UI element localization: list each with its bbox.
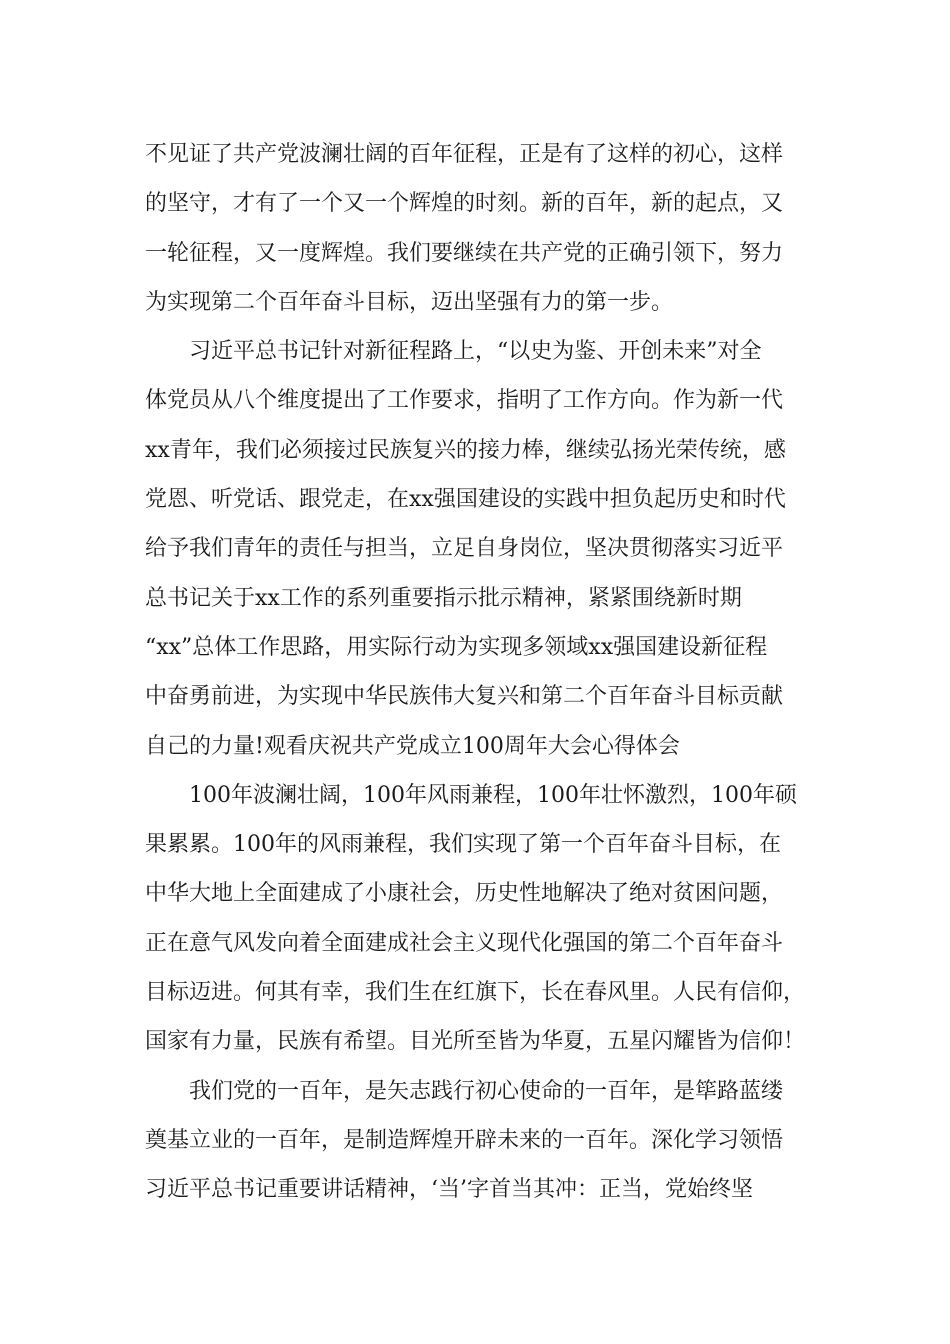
text-line: 中奋勇前进，为实现中华民族伟大复兴和第二个百年奋斗目标贡献 bbox=[145, 684, 784, 710]
text-line: 自己的力量!观看庆祝共产党成立100周年大会心得体会 bbox=[145, 733, 680, 759]
text-line: 给予我们青年的责任与担当，立足自身岗位，坚决贯彻落实习近平 bbox=[145, 536, 784, 562]
text-line: 目标迈进。何其有幸，我们生在红旗下，长在春风里。人民有信仰， bbox=[145, 980, 806, 1006]
text-line: 不见证了共产党波澜壮阔的百年征程，正是有了这样的初心，这样 bbox=[145, 142, 784, 167]
text-line: 党恩、听党话、跟党走，在xx强国建设的实践中担负起历史和时代 bbox=[145, 487, 786, 513]
text-line: 国家有力量，民族有希望。目光所至皆为华夏，五星闪耀皆为信仰！ bbox=[145, 1029, 806, 1055]
text-line: 奠基立业的一百年，是制造辉煌开辟未来的一百年。深化学习领悟 bbox=[145, 1127, 784, 1153]
text-line: 正在意气风发向着全面建成社会主义现代化强国的第二个百年奋斗 bbox=[145, 930, 784, 956]
text-line: 的坚守，才有了一个又一个辉煌的时刻。新的百年，新的起点，又 bbox=[145, 191, 784, 217]
text-line: 果累累。100年的风雨兼程，我们实现了第一个百年奋斗目标，在 bbox=[145, 832, 781, 858]
paragraph-first-line: 100年波澜壮阔，100年风雨兼程，100年壮怀激烈，100年硕 bbox=[189, 782, 797, 808]
text-line: 体党员从八个维度提出了工作要求，指明了工作方向。作为新一代 bbox=[145, 388, 784, 414]
text-line: “xx”总体工作思路，用实际行动为实现多领域xx强国建设新征程 bbox=[145, 634, 768, 660]
text-line: 为实现第二个百年奋斗目标，迈出坚强有力的第一步。 bbox=[145, 289, 674, 315]
document-body bbox=[145, 130, 805, 1215]
text-line: 习近平总书记重要讲话精神，‘当’字首当其冲：正当，党始终坚 bbox=[145, 1177, 753, 1203]
text-line: xx青年，我们必须接过民族复兴的接力棒，继续弘扬光荣传统，感 bbox=[145, 437, 786, 463]
text-line: 中华大地上全面建成了小康社会，历史性地解决了绝对贫困问题， bbox=[145, 881, 784, 907]
text-line: 总书记关于xx工作的系列重要指示批示精神，紧紧围绕新时期 bbox=[145, 585, 742, 611]
paragraph-first-line: 我们党的一百年，是矢志践行初心使命的一百年，是筚路蓝缕 bbox=[189, 1078, 784, 1104]
text-line: 一轮征程，又一度辉煌。我们要继续在共产党的正确引领下，努力 bbox=[145, 240, 784, 266]
paragraph-first-line: 习近平总书记针对新征程路上，“以史为鉴、开创未来”对全 bbox=[189, 339, 762, 365]
